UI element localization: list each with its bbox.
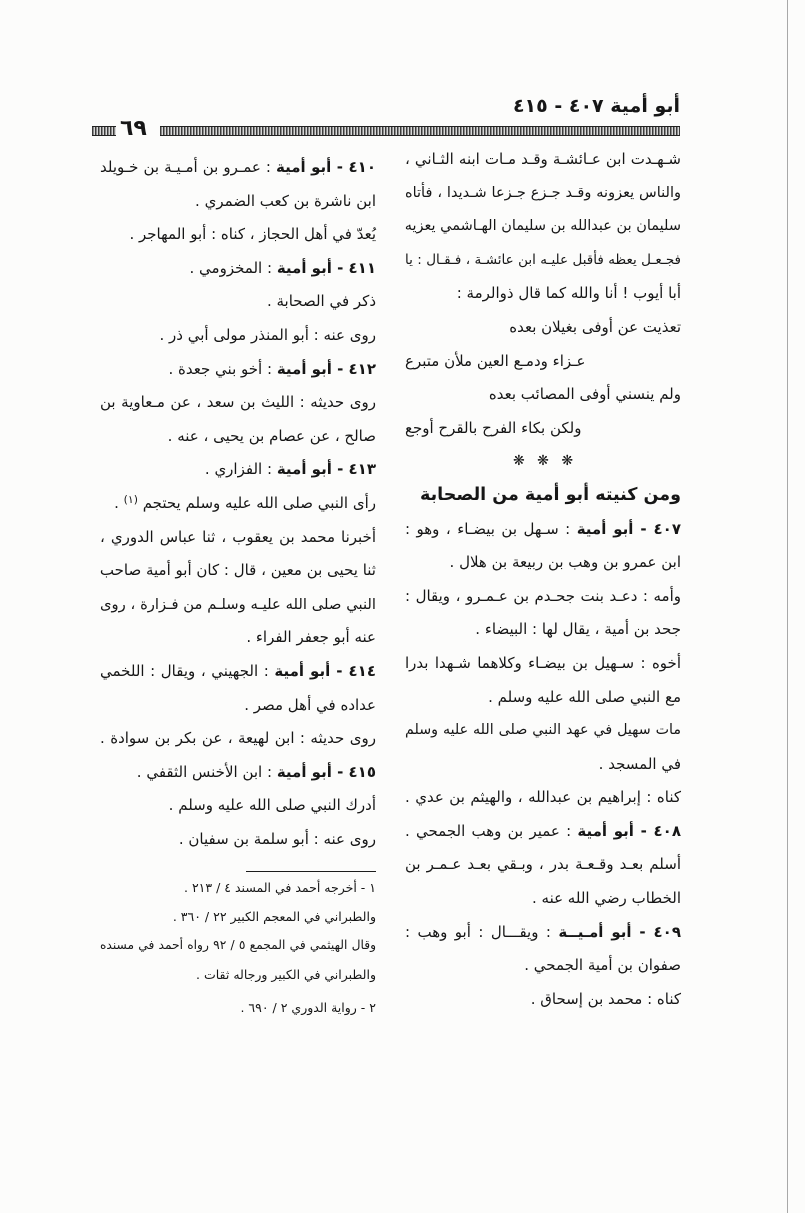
footnote-rule xyxy=(246,871,376,872)
footnote-line: والطبراني في الكبير ورجاله ثقات . xyxy=(196,967,376,982)
entry-title xyxy=(100,353,376,387)
text-line: عداده في أهل مصر . xyxy=(244,695,376,714)
entry-name: : ابن الأخنس الثقفي . xyxy=(136,762,273,781)
text-line: سليمان بن عبدالله بن سليمان الهـاشمي يعزيه xyxy=(404,218,681,235)
entry-name: : ويقـــال : أبو وهب : xyxy=(405,922,551,941)
entry-title xyxy=(100,655,376,689)
text-line: فجـعـل يعظه فأقبل عليـه ابن عائشـة ، فـقـال : يا xyxy=(405,251,681,268)
entry-title xyxy=(100,453,376,487)
note-line-end: . xyxy=(114,493,119,512)
text-line: والناس يعزونه وقـد جـزع جـزعا شـديدا ، فأتاه xyxy=(405,184,681,201)
text-line: روى عنه : أبو المنذر مولى أبي ذر . xyxy=(159,325,376,344)
entry-title xyxy=(100,252,376,286)
entry-name: : سـهل بن بيضـاء ، وهو : xyxy=(405,519,571,538)
running-header-title: أبو أمية ٤٠٧ - ٤١٥ xyxy=(512,95,680,117)
poem-verse: تعذيت عن أوفى بغيلان بعده xyxy=(509,317,681,336)
entry-number: ٤١٠ - أبو أمية xyxy=(276,158,376,176)
entry-number: ٤١٤ - أبو أمية xyxy=(274,661,376,680)
text-line: يُعدّ في أهل الحجاز ، كناه : أبو المهاجر . xyxy=(129,225,376,244)
text-line: روى عنه : أبو سلمة بن سفيان . xyxy=(178,829,376,848)
text-line: مات سهيل في عهد النبي صلى الله عليه وسلم xyxy=(405,722,681,739)
text-line: وأمه : دعـد بنت جحـدم بن عـمـرو ، ويقال : xyxy=(405,586,681,605)
footnote-line: والطبراني في المعجم الكبير ٢٢ / ٣٦٠ . xyxy=(172,909,376,924)
poem-verse: ولم ينسني أوفى المصائب بعده xyxy=(488,385,681,404)
page-edge-line xyxy=(787,0,788,1213)
text-line: في المسجد . xyxy=(598,754,681,773)
right-column xyxy=(405,143,681,1016)
text-line: أبا أيوب ! أنا والله كما قال ذوالرمة : xyxy=(456,284,681,303)
text-line: صالح ، عن عصام بن يحيى ، عنه . xyxy=(167,426,376,445)
text-line: ذكر في الصحابة . xyxy=(266,292,376,311)
section-separator: ❋ ❋ ❋ xyxy=(512,453,574,470)
text-line: مع النبي صلى الله عليه وسلم . xyxy=(488,687,681,706)
entry-title xyxy=(405,513,681,547)
left-column xyxy=(100,151,376,856)
footnotes xyxy=(100,873,376,1022)
text-line: أخبرنا محمد بن يعقوب ، ثنا عباس الدوري ، xyxy=(100,527,376,546)
entry-name: : الفزاري . xyxy=(204,460,273,479)
entry-number: ٤١٥ - أبو أمية xyxy=(276,762,376,781)
footnote-line: ١ - أخرجه أحمد في المسند ٤ / ٢١٣ . xyxy=(184,880,376,895)
text-line: الخطاب رضي الله عنه . xyxy=(531,889,681,908)
text-line: كناه : محمد بن إسحاق . xyxy=(530,989,681,1008)
text-line: شـهـدت ابن عـائشـة وقـد مـات ابنه الثـاني ، xyxy=(405,150,681,168)
text-line: أسلم بعـد وقـعـة بدر ، وبـقي بعـد عـمـر بن xyxy=(405,855,681,874)
entry-number: ٤٠٧ - أبو أمية xyxy=(576,519,681,538)
text-line: ابن عمرو بن وهب بن ربيعة بن هلال . xyxy=(449,553,681,572)
entry-title xyxy=(100,756,376,790)
text-line: روى حديثه : الليث بن سعد ، عن مـعاوية بن xyxy=(100,393,376,412)
entry-number: ٤٠٩ - أبو أمـيــة xyxy=(558,922,681,941)
footnote-ref: (١) xyxy=(123,493,138,507)
poem-verse: عـزاء ودمـع العين ملأن متبرع xyxy=(405,351,586,370)
header-rule xyxy=(160,126,680,136)
poem-verse: ولكن بكاء الفرح بالقرح أوجع xyxy=(405,418,582,437)
entry-name: : المخزومي . xyxy=(189,258,273,277)
text-line: عنه أبو جعفر الفراء . xyxy=(246,628,376,647)
entry-name: : أخو بني جعدة . xyxy=(168,359,273,378)
entry-title xyxy=(405,815,681,849)
entry-title xyxy=(100,151,376,185)
text-line: صفوان بن أمية الجمحي . xyxy=(524,956,681,975)
entry-number: ٤١١ - أبو أمية xyxy=(276,258,376,277)
text-line: أخوه : سـهيل بن بيضـاء وكلاهما شـهدا بدرا xyxy=(405,653,681,672)
text-line: كناه : إبراهيم بن عبدالله ، والهيثم بن عدي . xyxy=(405,788,681,807)
entry-number: ٤١٣ - أبو أمية xyxy=(276,460,376,479)
text-line: أدرك النبي صلى الله عليه وسلم . xyxy=(168,796,376,815)
entry-title xyxy=(405,916,681,950)
entry-name: : الجهيني ، ويقال : اللخمي xyxy=(100,661,269,680)
footnote-line: ٢ - رواية الدوري ٢ / ٦٩٠ . xyxy=(240,1000,376,1015)
text-line: ابن ناشرة بن كعب الضمري . xyxy=(195,191,376,210)
entry-number: ٤١٢ - أبو أمية xyxy=(276,359,376,378)
text-line: ثنا يحيى بن معين ، قال : كان أبو أمية صاحب xyxy=(99,561,376,580)
page-number: ٦٩ xyxy=(120,116,147,141)
text-line: النبي صلى الله عليـه وسلـم من فـزارة ، روى xyxy=(100,595,376,613)
entry-name: : عمـرو بن أمـيـة بن خـويلد xyxy=(100,158,271,176)
text-line: روى حديثه : ابن لهيعة ، عن بكر بن سوادة . xyxy=(100,729,376,748)
section-heading: ومن كنيته أبو أمية من الصحابة xyxy=(419,484,681,505)
header-rule-short xyxy=(92,126,116,136)
text-line: جحد بن أمية ، يقال لها : البيضاء . xyxy=(475,620,681,639)
note-line-text: رأى النبي صلى الله عليه وسلم يحتجم xyxy=(142,493,376,512)
entry-name: : عمير بن وهب الجمحي . xyxy=(405,821,572,840)
entry-number: ٤٠٨ - أبو أمية xyxy=(577,821,681,840)
text-line-with-note xyxy=(100,487,376,521)
footnote-line: وقال الهيثمي في المجمع ٥ / ٩٢ رواه أحمد في مسنده xyxy=(100,938,376,952)
